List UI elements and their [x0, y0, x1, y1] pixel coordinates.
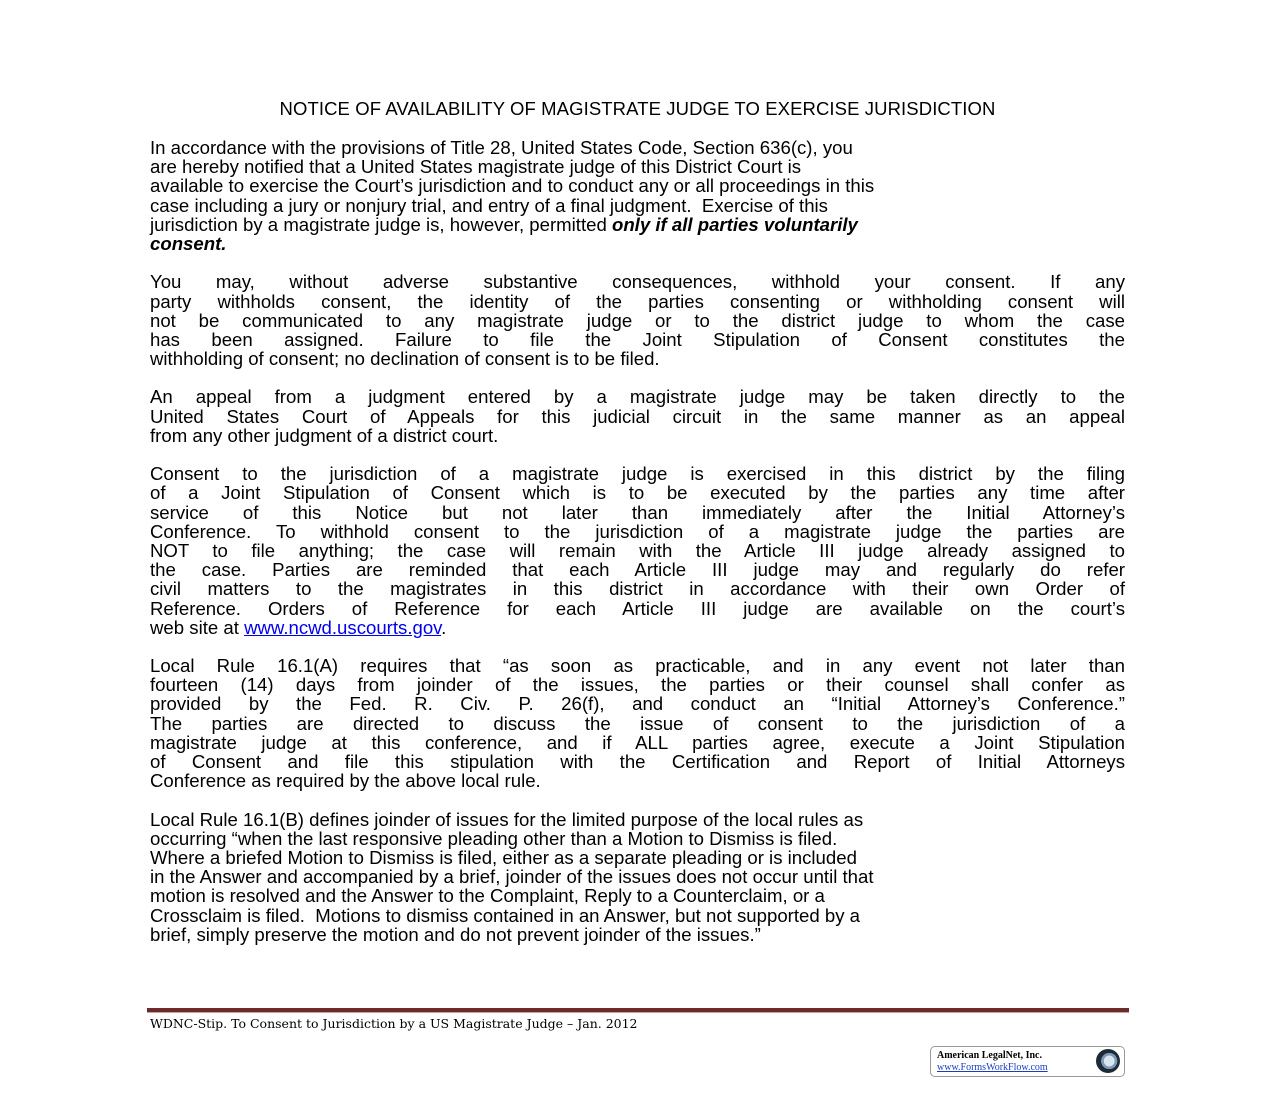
text-line	[150, 599, 1125, 618]
text-line	[150, 349, 1125, 368]
text-segment: of a Joint Stipulation of Consent which is to be executed by the parties any time after	[150, 482, 1125, 504]
text-line	[150, 311, 1125, 330]
text-segment: In accordance with the provisions of Title 28, United States Code, Section 636(c), you	[150, 137, 853, 158]
text-line	[150, 848, 1125, 867]
text-segment: You may, without adverse substantive consequences, withhold your consent. If any	[150, 271, 1125, 293]
text-line	[150, 810, 1125, 829]
text-segment: United States Court of Appeals for this judicial circuit in the same manner as an appeal	[150, 405, 1125, 427]
text-segment: Where a briefed Motion to Dismiss is filed, either as a separate pleading or is included	[150, 846, 857, 868]
text-segment: Conference. To withhold consent to the jurisdiction of a magistrate judge the parties are	[150, 520, 1125, 542]
document-title: NOTICE OF AVAILABILITY OF MAGISTRATE JUDGE TO EXERCISE JURISDICTION	[279, 98, 996, 119]
text-segment: Crossclaim is filed. Motions to dismiss contained in an Answer, but not supported by a	[150, 904, 861, 926]
text-line	[150, 292, 1125, 311]
text-line	[150, 157, 1125, 176]
text-segment: Local Rule 16.1(B) defines joinder of issues for the limited purpose of the local rules as	[150, 808, 864, 830]
text-line	[150, 387, 1125, 406]
text-segment: not be communicated to any magistrate judge or to the district judge to whom the case	[150, 309, 1125, 331]
logo-website-link[interactable]: www.FormsWorkFlow.com	[937, 1062, 1048, 1073]
text-line	[150, 656, 1125, 675]
text-segment: has been assigned. Failure to file the Joint Stipulation of Consent constitutes the	[150, 328, 1125, 350]
text-segment: motion is resolved and the Answer to the Complaint, Reply to a Counterclaim, or a	[150, 885, 825, 907]
american-legalnet-logo[interactable]	[930, 1046, 1125, 1077]
text-line	[150, 733, 1125, 752]
text-segment: Local Rule 16.1(A) requires that “as soon as practicable, and in any event not later than	[150, 655, 1125, 677]
text-line	[150, 234, 1125, 253]
text-segment: provided by the Fed. R. Civ. P. 26(f), and conduct an “Initial Attorney’s Conference.”	[150, 693, 1125, 715]
text-segment: available to exercise the Court’s jurisdiction and to conduct any or all proceedings in this	[150, 175, 875, 197]
text-segment: magistrate judge at this conference, and if ALL parties agree, execute a Joint Stipulation	[150, 731, 1125, 753]
text-segment: party withholds consent, the identity of the parties consenting or withholding consent will	[150, 290, 1125, 312]
text-segment: case including a jury or nonjury trial, and entry of a final judgment. Exercise of this	[150, 194, 828, 216]
paragraph	[150, 272, 1125, 368]
text-segment: in the Answer and accompanied by a brief, joinder of the issues does not occur until that	[150, 866, 874, 888]
text-line	[150, 464, 1125, 483]
text-segment: of Consent and file this stipulation with the Certification and Report of Initial Attorneys	[150, 751, 1125, 772]
globe-icon	[1096, 1049, 1120, 1073]
emphasis-text: consent.	[150, 232, 227, 254]
text-segment: from any other judgment of a district court.	[150, 424, 499, 446]
text-segment: Conference as required by the above local rule.	[150, 770, 541, 792]
paragraph	[150, 810, 1125, 944]
text-line	[150, 272, 1125, 291]
text-line	[150, 522, 1125, 541]
footer-form-id: WDNC-Stip. To Consent to Jurisdiction by a US Magistrate Judge – Jan. 2012	[150, 1016, 638, 1031]
text-segment: the case. Parties are reminded that each Article III judge may and regularly do refer	[150, 559, 1125, 581]
paragraph	[150, 387, 1125, 445]
paragraph	[150, 138, 1125, 253]
text-segment: Reference. Orders of Reference for each Article III judge are available on the court’s	[150, 597, 1125, 619]
text-line	[150, 196, 1125, 215]
text-segment: occurring “when the last responsive pleading other than a Motion to Dismiss is filed.	[150, 827, 838, 849]
text-line	[150, 771, 1125, 790]
text-line	[150, 752, 1125, 771]
text-line	[150, 694, 1125, 713]
court-website-link[interactable]: www.ncwd.uscourts.gov	[244, 616, 442, 638]
text-line	[150, 541, 1125, 560]
text-line	[150, 886, 1125, 905]
text-segment: An appeal from a judgment entered by a magistrate judge may be taken directly to the	[150, 386, 1125, 408]
text-segment: brief, simply preserve the motion and do not prevent joinder of the issues.”	[150, 923, 761, 945]
text-line	[150, 407, 1125, 426]
text-line	[150, 675, 1125, 694]
document-body	[150, 138, 1125, 963]
text-segment: withholding of consent; no declination of consent is to be filed.	[150, 348, 660, 370]
text-line	[150, 503, 1125, 522]
text-line	[150, 925, 1125, 944]
paragraph	[150, 656, 1125, 790]
text-segment: The parties are directed to discuss the issue of consent to the jurisdiction of a	[150, 712, 1125, 734]
paragraph	[150, 464, 1125, 637]
text-segment: jurisdiction by a magistrate judge is, however, permitted	[150, 213, 612, 235]
text-segment: civil matters to the magistrates in this district in accordance with their own Order of	[150, 578, 1125, 600]
text-line	[150, 579, 1125, 598]
footer-divider	[147, 1008, 1129, 1013]
text-line	[150, 426, 1125, 445]
text-segment: Consent to the jurisdiction of a magistrate judge is exercised in this district by the filing	[150, 463, 1125, 485]
text-line	[150, 483, 1125, 502]
text-line	[150, 618, 1125, 637]
text-line	[150, 138, 1125, 157]
text-line	[150, 714, 1125, 733]
text-line	[150, 215, 1125, 234]
text-line	[150, 906, 1125, 925]
text-segment: web site at	[150, 616, 245, 638]
text-segment: NOT to file anything; the case will remain with the Article III judge already assigned to	[150, 539, 1125, 561]
logo-company-name: American LegalNet, Inc.	[937, 1050, 1042, 1061]
text-line	[150, 560, 1125, 579]
text-segment: are hereby notified that a United States magistrate judge of this District Court is	[150, 156, 802, 178]
text-segment: service of this Notice but not later than immediately after the Initial Attorney’s	[150, 501, 1125, 523]
text-line	[150, 867, 1125, 886]
text-line	[150, 829, 1125, 848]
text-line	[150, 176, 1125, 195]
emphasis-text: only if all parties voluntarily	[611, 213, 858, 235]
text-segment: .	[441, 616, 447, 638]
text-line	[150, 330, 1125, 349]
text-segment: fourteen (14) days from joinder of the issues, the parties or their counsel shall confer as	[150, 674, 1125, 696]
